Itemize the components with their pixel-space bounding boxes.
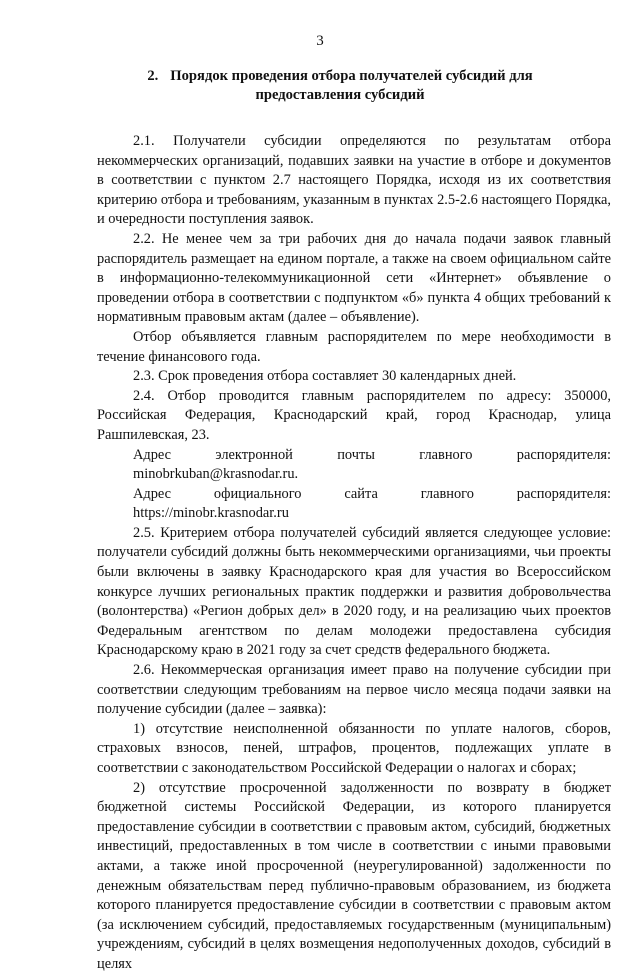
email-label: Адрес электронной почты главного распорядителя: [133,446,611,463]
paragraph-2-6: 2.6. Некоммерческая организация имеет право на получение субсидии при соответствии следующим требованиям на первое число месяца подачи заявки на получение субсидии (далее – заявка): [97,662,611,718]
site-label: Адрес официального сайта главного распорядителя: [133,485,611,502]
requirement-item-2: 2) отсутствие просроченной задолженности по возврату в бюджет бюджетной системы Российской Федерации, из которого планируется предоставление субсидии в соответствии с правовым актом, субсидий, бюджетных инвестиций, предоставленных в том числе в соответствии с иными правовыми актами, а также иной просроченной (неурегулированной) задолженности по денежным обязательствам перед публично-правовым образованием, из бюджета которого планируется предоставление субсидии в соответствии с правовым актом (за исключением субсидий, предоставляемых государственным (муниципальным) учреждениям, субсидий в целях возмещения недополученных доходов, субсидий в целях [97,779,611,972]
requirement-item-1: 1) отсутствие неисполненной обязанности по уплате налогов, сборов, страховых взносов, пеней, штрафов, процентов, подлежащих уплате в соответствии с законодательством Российской Федерации о налогах и сборах; [97,720,611,776]
document-body [97,132,611,975]
page-number: 3 [316,33,324,49]
paragraph-2-2: 2.2. Не менее чем за три рабочих дня до начала подачи заявок главный распорядитель размещает на едином портале, а также на своем официальном сайте в информационно-телекоммуникационной сети «Интернет» объявление о проведении отбора в соответствии с подпунктом «б» пункта 4 общих требований к нормативным правовым актам (далее – объявление). [97,230,611,326]
section-title-text: Порядок проведения отбора получателей субсидий для предоставления субсидий [170,68,533,103]
paragraph-2-3: 2.3. Срок проведения отбора составляет 30 календарных дней. [133,368,517,385]
paragraph-2-1: 2.1. Получатели субсидии определяются по результатам отбора некоммерческих организаций, подавших заявки на участие в отборе и документов в соответствии с пунктом 2.7 настоящего Порядка, исходя из их соответствия критерию отбора и требованиям, указанным в пунктах 2.5-2.6 настоящего Порядка, и очередности поступления заявок. [97,133,611,228]
email-value: minobrkuban@krasnodar.ru. [133,466,299,483]
section-number: 2. [147,68,159,84]
paragraph-2-2-selection: Отбор объявляется главным распорядителем по мере необходимости в течение финансового года. [97,328,611,365]
section-heading [100,67,580,104]
paragraph-2-5: 2.5. Критерием отбора получателей субсидий является следующее условие: получатели субсидий должны быть некоммерческими организациями, чьи проекты были включены в заявку Краснодарского края для участия во Всероссийском конкурсе лучших региональных практик поддержки и развития добровольчества (волонтерства) «Регион добрых дел» в 2020 году, и на реализацию чьих проектов Федеральным агентством по делам молодежи предоставлена субсидия Краснодарскому краю в 2021 году за счет средств федерального бюджета. [97,524,611,659]
site-value: https://minobr.krasnodar.ru [133,505,289,522]
paragraph-2-4: 2.4. Отбор проводится главным распорядителем по адресу: 350000, Российская Федерация, Краснодарский край, город Краснодар, улица Рашпилевская, 23. [97,387,611,443]
